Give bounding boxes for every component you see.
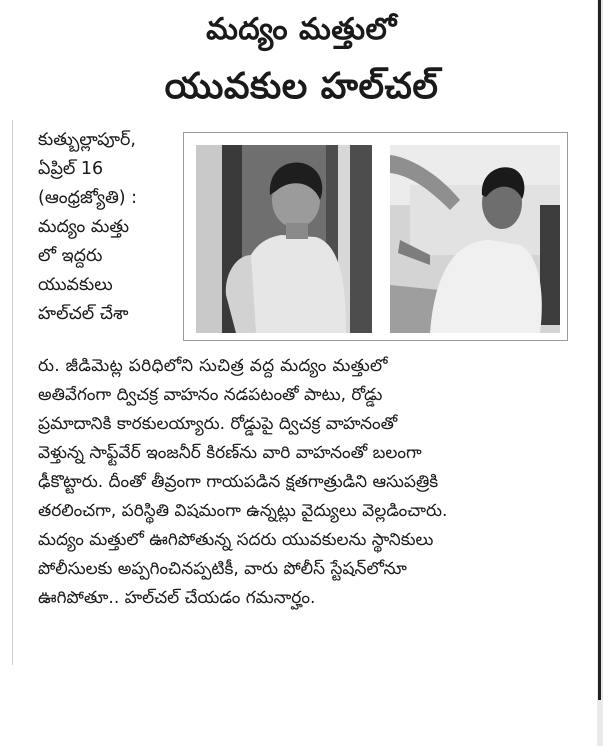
- article-text-line: పోలీసులకు అప్పగించినప్పటికీ, వారు పోలీస్ స్టేషన్‌లోనూ: [38, 559, 407, 579]
- article-text-line: అతివేగంగా ద్విచక్ర వాహనం నడపటంతో పాటు, రోడ్డు: [38, 385, 383, 405]
- photo-young-man-seated: [390, 145, 560, 333]
- dateline-column: [38, 126, 178, 329]
- article-text-line: తరలించగా, పరిస్థితి విషమంగా ఉన్నట్లు వైద్యులు వెల్లడించారు.: [38, 501, 448, 521]
- article-body: [38, 352, 593, 613]
- dateline-text: (ఆంధ్రజ్యోతి) :: [38, 188, 138, 208]
- article-text-line: ఢీకొట్టారు. దీంతో తీవ్రంగా గాయపడిన క్షతగాత్రుడిని ఆసుపత్రికి: [38, 472, 439, 492]
- article-text-line: మద్యం మత్తు: [38, 217, 129, 237]
- photo-young-man-standing: [196, 145, 372, 333]
- headline-line-1: మద్యం మత్తులో: [206, 12, 397, 47]
- article-text-line: రు. జీడిమెట్ల పరిధిలోని సుచిత్ర వద్ద మద్యం మత్తులో: [38, 356, 388, 376]
- article-text-line: మద్యం మత్తులో ఊగిపోతున్న సదరు యువకులను స్థానికులు: [38, 530, 434, 550]
- news-photo-frame: [183, 132, 568, 341]
- article-text-line: వెళ్తున్న సాఫ్ట్‌వేర్ ఇంజనీర్ కిరణ్‌ను వారి వాహనంతో బలంగా: [38, 443, 422, 463]
- headline-line-2: యువకుల హల్‌చల్: [164, 66, 439, 107]
- dateline-text: ఏప్రిల్ 16: [38, 159, 104, 179]
- dateline-text: కుత్బుల్లాపూర్,: [38, 130, 136, 150]
- article-text-line: హల్‌చల్ చేశా: [38, 304, 129, 324]
- article-text-line: ప్రమాదానికి కారకులయ్యారు. రోడ్డుపై ద్విచక్ర వాహనంతో: [38, 414, 398, 434]
- article-text-line: ఊగిపోతూ.. హల్‌చల్ చేయడం గమనార్హం.: [38, 588, 316, 608]
- article-text-line: లో ఇద్దరు: [38, 246, 103, 266]
- column-rule: [12, 120, 13, 665]
- article-text-line: యువకులు: [38, 275, 113, 295]
